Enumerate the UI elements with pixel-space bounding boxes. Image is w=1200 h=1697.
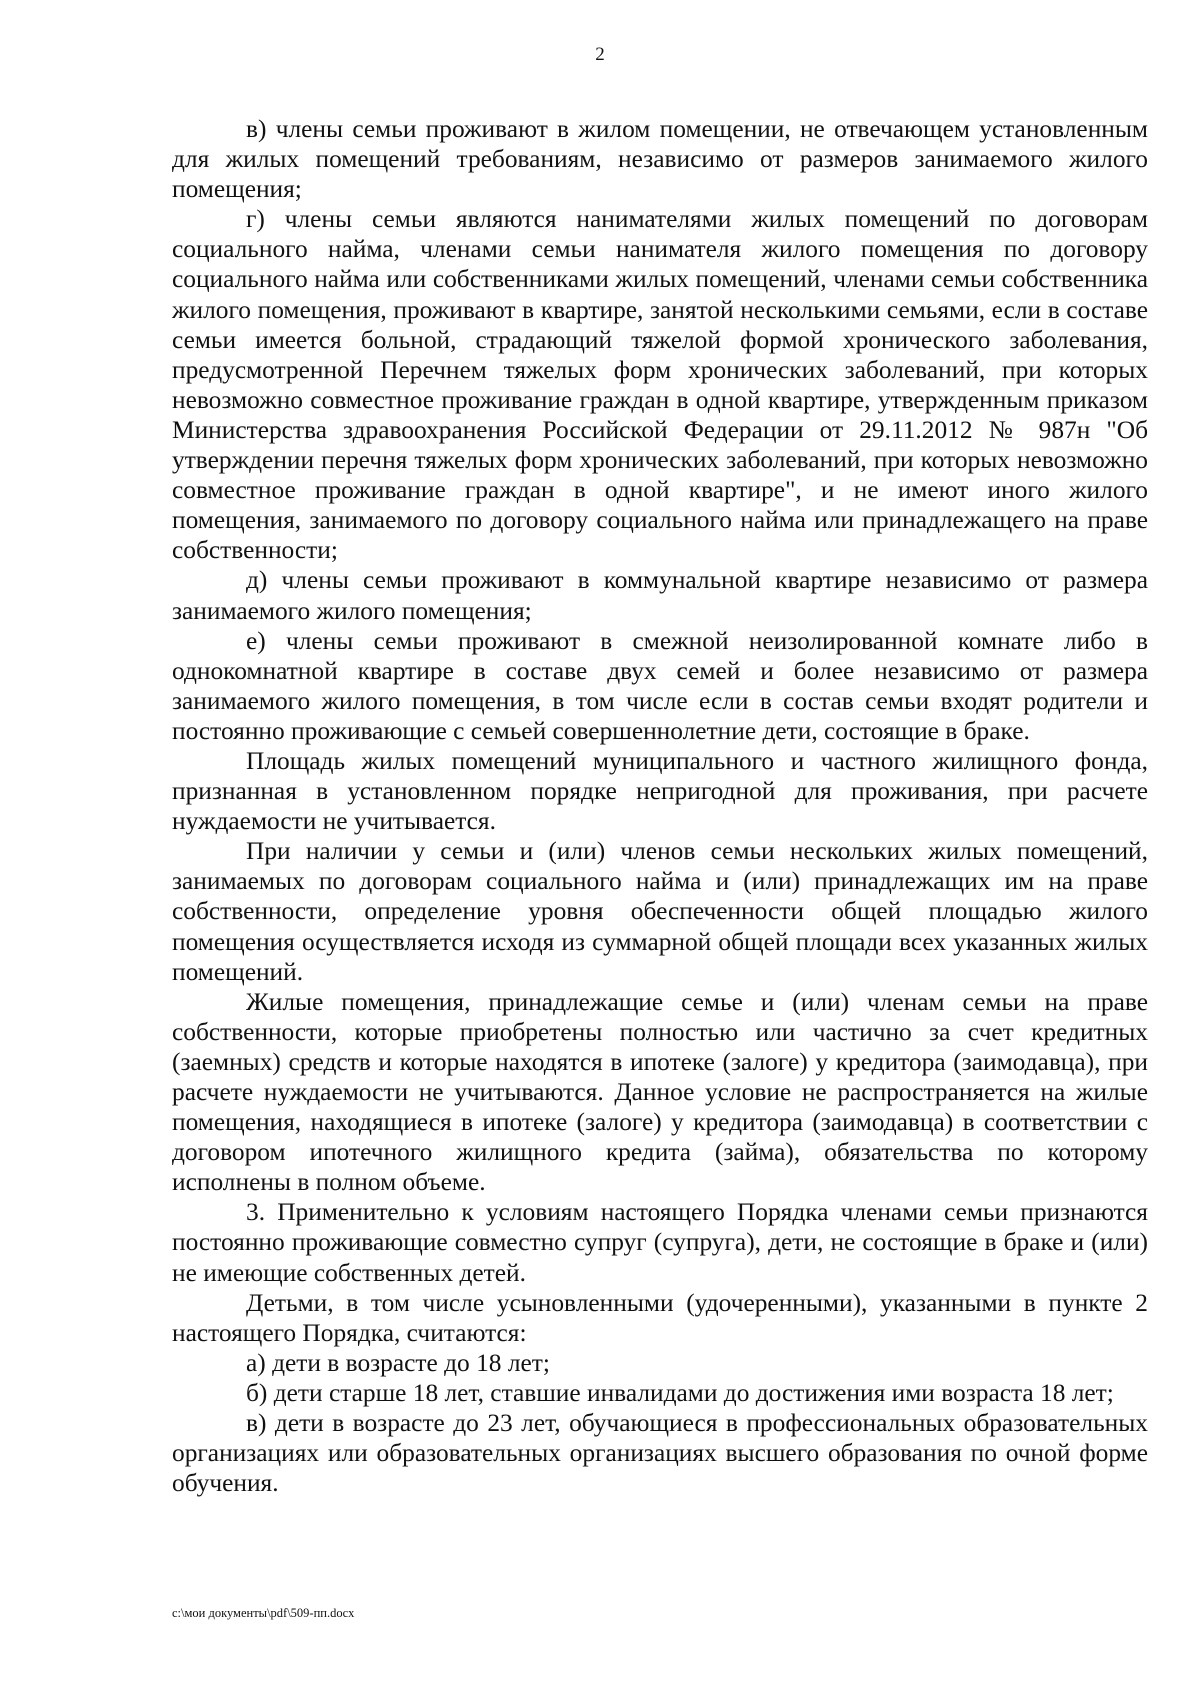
paragraph-children-definition: Детьми, в том числе усыновленными (удочеренными), указанными в пункте 2 настоящего Порядка, считаются: (172, 1288, 1148, 1347)
document-body (172, 114, 1148, 1498)
paragraph-unfit-housing: Площадь жилых помещений муниципального и частного жилищного фонда, признанная в установленном порядке непригодной для проживания, при расчете нуждаемости не учитывается. (172, 746, 1148, 836)
paragraph-children-a: а) дети в возрасте до 18 лет; (246, 1348, 550, 1377)
paragraph-item-d: д) члены семьи проживают в коммунальной квартире независимо от размера занимаемого жилого помещения; (172, 566, 1148, 625)
paragraph-item-e: е) члены семьи проживают в смежной неизолированной комнате либо в однокомнатной квартире в составе двух семей и более независимо от размера занимаемого жилого помещения, в том числе если в состав семьи входят родители и постоянно проживающие с семьей совершеннолетние дети, состоящие в браке. (172, 626, 1148, 745)
page-number: 2 (595, 44, 605, 65)
paragraph-section-3: 3. Применительно к условиям настоящего Порядка членами семьи признаются постоянно проживающие совместно супруг (супруга), дети, не состоящие в браке и (или) не имеющие собственных детей. (172, 1198, 1148, 1287)
paragraph-item-v: в) члены семьи проживают в жилом помещении, не отвечающем установленным для жилых помещений требованиям, независимо от размеров занимаемого жилого помещения; (172, 115, 1148, 204)
footer-file-path: c:\мои документы\pdf\509-пп.docx (172, 1606, 355, 1620)
paragraph-children-v: в) дети в возрасте до 23 лет, обучающиеся в профессиональных образовательных организациях или образовательных организациях высшего образования по очной форме обучения. (172, 1409, 1148, 1498)
paragraph-mortgage: Жилые помещения, принадлежащие семье и (или) членам семьи на праве собственности, которые приобретены полностью или частично за счет кредитных (заемных) средств и которые находятся в ипотеке (залоге) у кредитора (заимодавца), при расчете нуждаемости не учитываются. Данное условие не распространяется на жилые помещения, находящиеся в ипотеке (залоге) у кредитора (заимодавца) в соответствии с договором ипотечного жилищного кредита (займа), обязательства по которому исполнены в полном объеме. (172, 987, 1148, 1197)
paragraph-multiple-premises: При наличии у семьи и (или) членов семьи нескольких жилых помещений, занимаемых по договорам социального найма и (или) принадлежащих им на праве собственности, определение уровня обеспеченности общей площадью жилого помещения осуществляется исходя из суммарной общей площади всех указанных жилых помещений. (172, 837, 1148, 986)
paragraph-item-g: г) члены семьи являются нанимателями жилых помещений по договорам социального найма, членами семьи нанимателя жилого помещения по договору социального найма или собственниками жилых помещений, членами семьи собственника жилого помещения, проживают в квартире, занятой несколькими семьями, если в составе семьи имеется больной, страдающий тяжелой формой хронического заболевания, предусмотренной Перечнем тяжелых форм хронических заболеваний, при которых невозможно совместное проживание граждан в одной квартире, утвержденным приказом Министерства здравоохранения Российской Федерации от 29.11.2012 № 987н "Об утверждении перечня тяжелых форм хронических заболеваний, при которых невозможно совместное проживание граждан в одной квартире", и не имеют иного жилого помещения, занимаемого по договору социального найма или принадлежащего на праве собственности; (172, 205, 1148, 565)
paragraph-children-b: б) дети старше 18 лет, ставшие инвалидами до достижения ими возраста 18 лет; (246, 1378, 1114, 1407)
